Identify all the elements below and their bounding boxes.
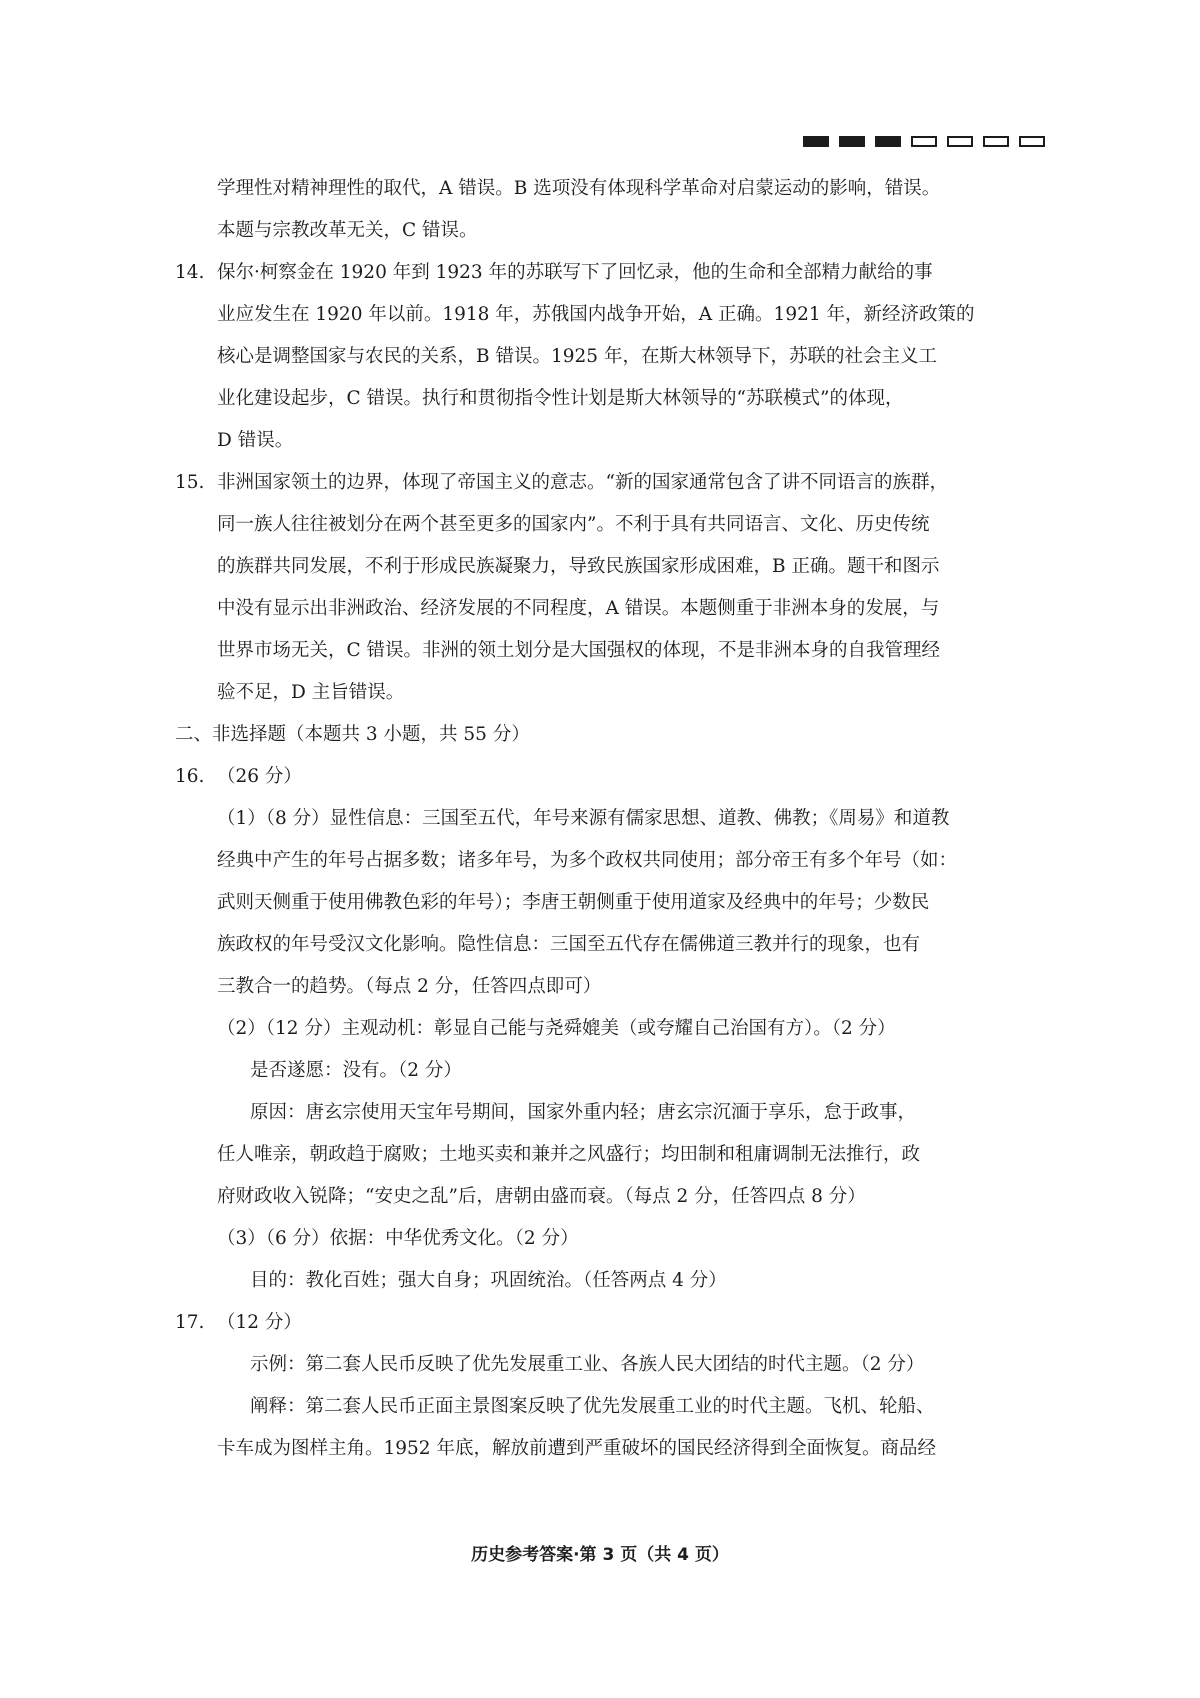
text-line xyxy=(175,378,1035,420)
line-text: 府财政收入锐降；“安史之乱”后，唐朝由盛而衰。（每点 2 分，任答四点 8 分） xyxy=(217,1186,866,1207)
text-line xyxy=(175,1092,1035,1134)
line-text: 是否遂愿：没有。（2 分） xyxy=(250,1060,462,1081)
line-text: 业化建设起步，C 错误。执行和贯彻指令性计划是斯大林领导的“苏联模式”的体现， xyxy=(217,388,904,409)
line-text: 非洲国家领土的边界，体现了帝国主义的意志。“新的国家通常包含了讲不同语言的族群， xyxy=(217,472,948,493)
question-number: 17. xyxy=(175,1312,205,1333)
line-text: 经典中产生的年号占据多数；诸多年号，为多个政权共同使用；部分帝王有多个年号（如： xyxy=(217,850,958,871)
filled-square-mark xyxy=(875,136,901,147)
text-line xyxy=(175,630,1035,672)
line-text: 世界市场无关，C 错误。非洲的领土划分是大国强权的体现，不是非洲本身的自我管理经 xyxy=(217,640,941,661)
empty-square-mark xyxy=(947,136,973,147)
question-number: 15. xyxy=(175,472,205,493)
text-line xyxy=(175,672,1035,714)
line-text: 本题与宗教改革无关，C 错误。 xyxy=(217,220,478,241)
line-text: 同一族人往往被划分在两个甚至更多的国家内”。不利于具有共同语言、文化、历史传统 xyxy=(217,514,930,535)
line-text: 目的：教化百姓；强大自身；巩固统治。（任答两点 4 分） xyxy=(250,1270,727,1291)
line-text: （26 分） xyxy=(217,766,302,787)
line-text: （2）（12 分）主观动机：彰显自己能与尧舜媲美（或夸耀自己治国有方）。（2 分） xyxy=(217,1018,896,1039)
line-text: 示例：第二套人民币反映了优先发展重工业、各族人民大团结的时代主题。（2 分） xyxy=(250,1354,925,1375)
question-number: 14. xyxy=(175,262,205,283)
text-line xyxy=(175,462,1035,504)
line-text: 学理性对精神理性的取代，A 错误。B 选项没有体现科学革命对启蒙运动的影响，错误。 xyxy=(217,178,941,199)
line-text: （3）（6 分）依据：中华优秀文化。（2 分） xyxy=(217,1228,579,1249)
line-text: 二、非选择题（本题共 3 小题，共 55 分） xyxy=(175,724,530,745)
line-text: （1）（8 分）显性信息：三国至五代，年号来源有儒家思想、道教、佛教；《周易》和道教 xyxy=(217,808,950,829)
text-line xyxy=(175,504,1035,546)
text-line xyxy=(175,924,1035,966)
line-text: 保尔·柯察金在 1920 年到 1923 年的苏联写下了回忆录，他的生命和全部精力献给的事 xyxy=(217,262,933,283)
line-text: 卡车成为图样主角。1952 年底，解放前遭到严重破坏的国民经济得到全面恢复。商品经 xyxy=(217,1438,936,1459)
text-line xyxy=(175,1008,1035,1050)
line-text: 族政权的年号受汉文化影响。隐性信息：三国至五代存在儒佛道三教并行的现象，也有 xyxy=(217,934,921,955)
line-text: 验不足，D 主旨错误。 xyxy=(217,682,405,703)
filled-square-mark xyxy=(839,136,865,147)
text-line xyxy=(175,252,1035,294)
empty-square-mark xyxy=(911,136,937,147)
text-line xyxy=(175,546,1035,588)
progress-marks xyxy=(803,136,1045,147)
empty-square-mark xyxy=(983,136,1009,147)
line-text: D 错误。 xyxy=(217,430,294,451)
text-line xyxy=(175,714,1035,756)
line-text: 阐释：第二套人民币正面主景图案反映了优先发展重工业的时代主题。飞机、轮船、 xyxy=(250,1396,935,1417)
line-text: 任人唯亲，朝政趋于腐败；土地买卖和兼并之风盛行；均田制和租庸调制无法推行，政 xyxy=(217,1144,921,1165)
page-footer: 历史参考答案·第 3 页（共 4 页） xyxy=(471,1545,729,1565)
text-line xyxy=(175,1386,1035,1428)
line-text: （12 分） xyxy=(217,1312,302,1333)
text-line xyxy=(175,1302,1035,1344)
text-line xyxy=(175,420,1035,462)
line-text: 业应发生在 1920 年以前。1918 年，苏俄国内战争开始，A 正确。1921 年，新经济政策的 xyxy=(217,304,975,325)
text-line xyxy=(175,1050,1035,1092)
text-line xyxy=(175,1260,1035,1302)
text-line xyxy=(175,588,1035,630)
text-line xyxy=(175,210,1035,252)
question-number: 16. xyxy=(175,766,205,787)
text-line xyxy=(175,1428,1035,1470)
line-text: 核心是调整国家与农民的关系，B 错误。1925 年，在斯大林领导下，苏联的社会主义工 xyxy=(217,346,937,367)
empty-square-mark xyxy=(1019,136,1045,147)
line-text: 中没有显示出非洲政治、经济发展的不同程度，A 错误。本题侧重于非洲本身的发展，与 xyxy=(217,598,940,619)
text-line xyxy=(175,966,1035,1008)
filled-square-mark xyxy=(803,136,829,147)
line-text: 三教合一的趋势。（每点 2 分，任答四点即可） xyxy=(217,976,602,997)
text-line xyxy=(175,1218,1035,1260)
line-text: 武则天侧重于使用佛教色彩的年号）；李唐王朝侧重于使用道家及经典中的年号；少数民 xyxy=(217,892,930,913)
text-line xyxy=(175,756,1035,798)
text-line xyxy=(175,1134,1035,1176)
text-line xyxy=(175,840,1035,882)
answer-body xyxy=(175,168,1035,1470)
text-line xyxy=(175,168,1035,210)
line-text: 原因：唐玄宗使用天宝年号期间，国家外重内轻；唐玄宗沉湎于享乐，怠于政事， xyxy=(250,1102,917,1123)
line-text: 的族群共同发展，不利于形成民族凝聚力，导致民族国家形成困难，B 正确。题干和图示 xyxy=(217,556,940,577)
text-line xyxy=(175,882,1035,924)
text-line xyxy=(175,1344,1035,1386)
text-line xyxy=(175,1176,1035,1218)
text-line xyxy=(175,336,1035,378)
text-line xyxy=(175,798,1035,840)
text-line xyxy=(175,294,1035,336)
